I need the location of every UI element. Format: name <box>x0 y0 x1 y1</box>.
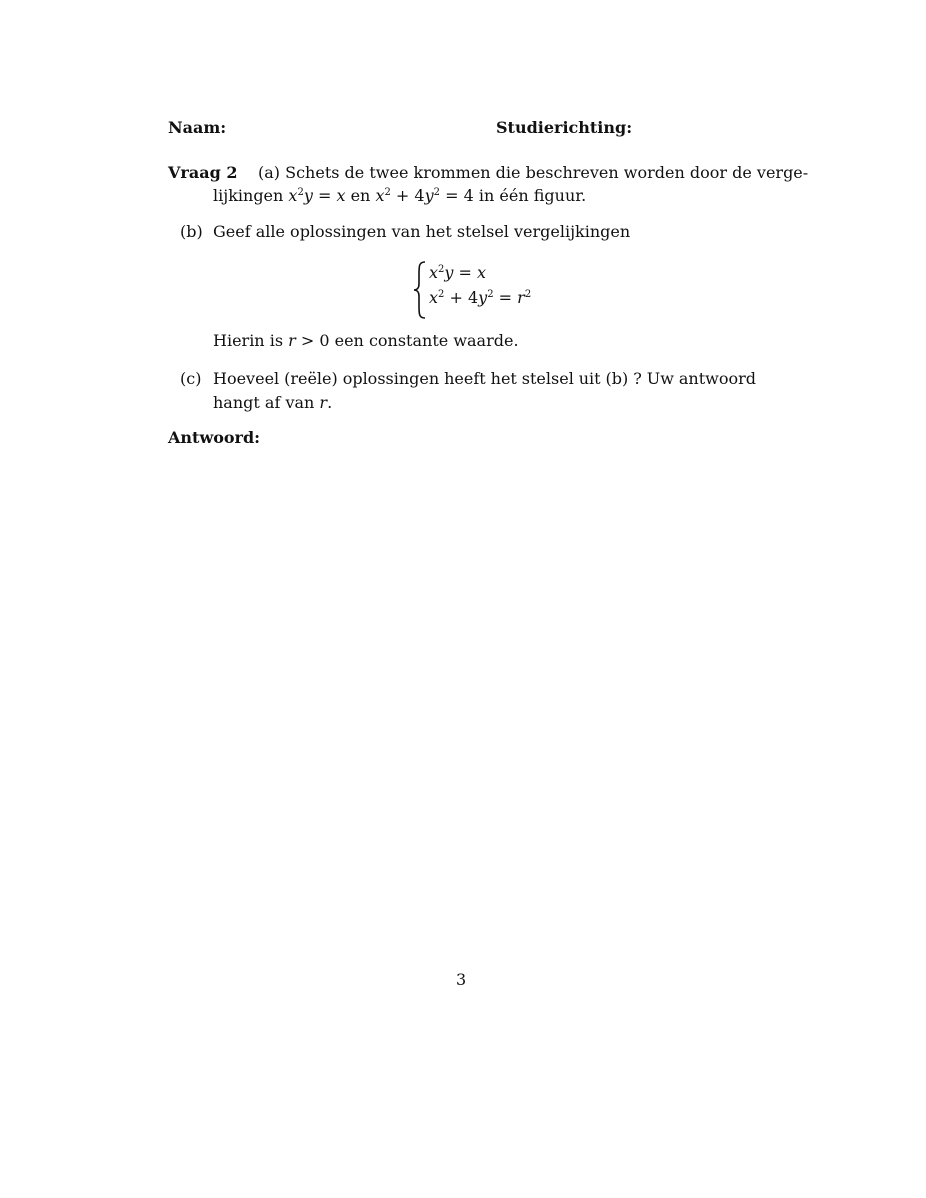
name-label: Naam: <box>168 118 227 137</box>
curve-equation-1: $x^2y = x$ <box>288 186 346 205</box>
page-number: 3 <box>456 970 467 989</box>
system-equation-2: $x^2 + 4y^2 = r^2$ <box>429 288 532 307</box>
curve-equation-2: $x^2 + 4y^2 = 4$ <box>375 186 474 205</box>
study-program-label: Studierichting: <box>496 118 633 137</box>
part-c-word: het <box>490 369 517 388</box>
equation-system <box>412 260 552 322</box>
part-a-marker: (a) <box>258 163 281 182</box>
part-a-line2-prefix: lijkingen <box>213 186 284 205</box>
part-c-word: oplossingen <box>342 369 440 388</box>
part-c-marker: (c) <box>180 369 202 388</box>
part-c-word: Hoeveel <box>213 369 280 388</box>
part-c-word: ? <box>633 369 642 388</box>
part-a-line1 <box>258 163 808 182</box>
part-b-text: Geef alle oplossingen van het stelsel vergelijkingen <box>213 222 631 241</box>
part-a-text: Schets de twee krommen die beschreven worden door de verge- <box>285 163 809 182</box>
conjunction: en <box>345 186 376 205</box>
part-c-line1 <box>213 369 756 388</box>
part-c-word: antwoord <box>678 369 756 388</box>
part-b-marker: (b) <box>180 222 203 241</box>
part-c-word: heeft <box>444 369 486 388</box>
constant-note: Hierin is r > 0 een constante waarde. <box>213 331 519 350</box>
part-c-word: (b) <box>605 369 629 388</box>
part-c-word: Uw <box>646 369 674 388</box>
part-c-line2: hangt af van r. <box>213 393 333 412</box>
part-c-word: (reële) <box>284 369 338 388</box>
part-a-line2 <box>213 186 586 205</box>
answer-label: Antwoord: <box>168 428 261 447</box>
system-equation-1: $x^2y = x$ <box>429 263 487 282</box>
part-c-word: stelsel <box>521 369 574 388</box>
part-a-line2-suffix: in één figuur. <box>473 186 587 205</box>
question-label: Vraag 2 <box>168 163 238 182</box>
part-c-word: uit <box>578 369 601 388</box>
left-brace-icon <box>412 260 428 320</box>
